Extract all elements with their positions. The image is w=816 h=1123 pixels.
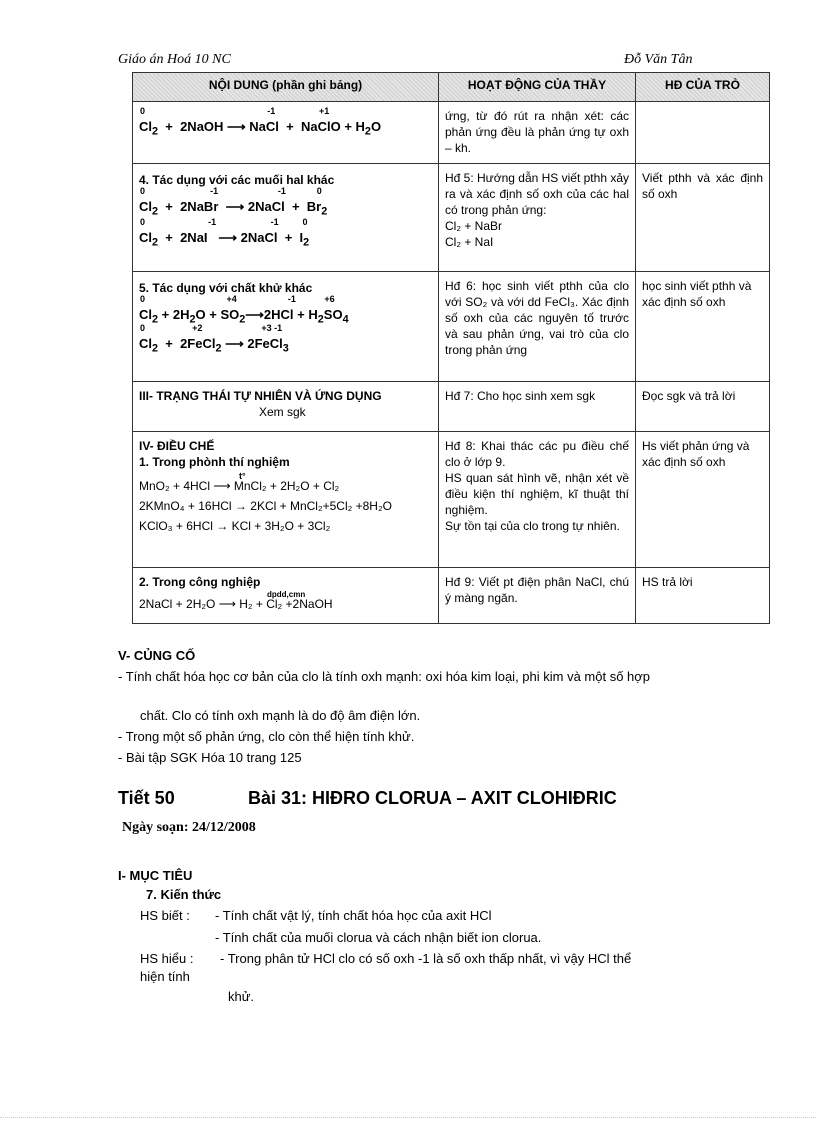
lesson-table (132, 72, 770, 624)
header-left: Giáo án Hoá 10 NC (118, 52, 231, 67)
hs-biet-line: - Tính chất vật lý, tính chất hóa học của axit HCl (215, 908, 492, 923)
equation-cl2-nabr: $Cl_2$ 0 + 2NaBr -1 ⟶ 2NaCl -1 + $Br_2$ 0 (139, 186, 328, 218)
equation-cl2-nai: $Cl_2$ 0 + 2NaI -1 ⟶ 2NaCl -1 + $I_2$ 0 (139, 216, 310, 249)
content-cell (133, 568, 439, 624)
content-cell (133, 432, 439, 568)
hs-hieu-line: khử. (228, 989, 255, 1004)
hs-hieu-line: - Trong phân tử HCl clo có số oxh -1 là số oxh thấp nhất, vì vậy HCl thể (220, 951, 632, 966)
hs-biet-label: HS biết : (140, 908, 190, 923)
section-title: 5. Tác dụng với chất khử khác (139, 281, 313, 295)
reaction-condition: dpdd,cmn (267, 590, 306, 599)
knowledge-subtitle: 7. Kiến thức (146, 887, 222, 902)
col-header-teacher: HOẠT ĐỘNG CỦA THẦY (439, 73, 636, 102)
page-bottom-rule (0, 1117, 816, 1118)
content-cell (133, 272, 439, 382)
table-row (133, 164, 770, 272)
teacher-cell (439, 164, 636, 272)
teacher-text: Hđ 8: Khai thác các pu điều chế clo ở lớp 9. (445, 439, 629, 469)
equation-cl2-so2: $Cl_2$ 0 + $2H_2O + SO_2$ +4 ⟶2HCl -1 + $H_2SO_4$ +6 (139, 294, 349, 326)
hs-biet-line: - Tính chất của muối clorua và cách nhận biết ion clorua. (215, 930, 542, 945)
teacher-cell (439, 432, 636, 568)
student-cell: học sinh viết pthh và xác định số oxh (636, 272, 770, 382)
equation-cl2-naoh: $Cl_2$ 0 + 2NaOH ⟶ NaCl -1 + NaClO +1 + $H_2O$ (139, 106, 382, 138)
col-header-student: HĐ CỦA TRÒ (636, 73, 770, 102)
cungco-title: V- CỦNG CỐ (118, 648, 196, 663)
teacher-text: HS quan sát hình vẽ, nhận xét về điều kiện thí nghiệm, kĩ thuật thí nghiệm. (445, 471, 629, 517)
teacher-text: Sự tồn tại của clo trong tự nhiên. (445, 519, 620, 533)
teacher-line: Cl₂ + NaBr (445, 219, 503, 233)
teacher-cell: ứng, từ đó rút ra nhận xét: các phản ứng đều là phản ứng tự oxh – kh. (439, 102, 636, 164)
header-right: Đỗ Văn Tân (624, 52, 693, 67)
lesson-number: Tiết 50 (118, 788, 175, 808)
table-row (133, 568, 770, 624)
cungco-line: chất. Clo có tính oxh mạnh là do độ âm điện lớn. (140, 708, 421, 723)
section-title: III- TRẠNG THÁI TỰ NHIÊN VÀ ỨNG DỤNG (139, 389, 382, 403)
table-row (133, 102, 770, 164)
cungco-line: - Tính chất hóa học cơ bản của clo là tính oxh mạnh: oxi hóa kim loại, phi kim và một số hợp (118, 669, 651, 684)
table-row (133, 382, 770, 432)
table-row (133, 432, 770, 568)
content-cell (133, 102, 439, 164)
equation-mno2: t° MnO₂ + 4HCl ⟶ MnCl₂ + 2H₂O + Cl₂ (139, 476, 432, 496)
lesson-date: Ngày soạn: 24/12/2008 (122, 820, 256, 835)
teacher-text: Hđ 5: Hướng dẫn HS viết pthh xảy ra và xác định số oxh của các hal có trong phản ứng: (445, 171, 629, 217)
student-cell: Đọc sgk và trả lời (636, 382, 770, 432)
equation-kmno4: 2KMnO₄ + 16HCl → 2KCl + MnCl₂+5Cl₂ +8H₂O (139, 499, 392, 513)
cungco-line: - Bài tập SGK Hóa 10 trang 125 (118, 750, 302, 765)
student-cell: Hs viết phản ứng và xác định số oxh (636, 432, 770, 568)
content-cell (133, 382, 439, 432)
table-row (133, 272, 770, 382)
hs-hieu-label: HS hiểu : (140, 951, 194, 966)
content-cell (133, 164, 439, 272)
section-title: 2. Trong công nghiệp (139, 575, 261, 589)
teacher-cell: Hđ 7: Cho học sinh xem sgk (439, 382, 636, 432)
lesson-title: Bài 31: HIĐRO CLORUA – AXIT CLOHIĐRIC (248, 788, 617, 808)
equation-cl2-fecl2: $Cl_2$ 0 + 2FeCl$_2$ +2 ⟶ 2FeCl$_3$ +3 -1 (139, 322, 289, 355)
teacher-line: Cl₂ + NaI (445, 235, 494, 249)
hs-hieu-line-wrap: hiện tính (140, 969, 190, 984)
equation-electrolysis: dpdd,cmn 2NaCl + 2H₂O ⟶ H₂ + Cl₂ +2NaOH (139, 594, 432, 614)
section-sub: Xem sgk (259, 405, 306, 419)
section-title: IV- ĐIỀU CHẾ (139, 439, 215, 453)
student-cell: HS trả lời (636, 568, 770, 624)
equation-kclo3: KClO₃ + 6HCl → KCl + 3H₂O + 3Cl₂ (139, 519, 331, 533)
teacher-cell: Hđ 9: Viết pt điện phân NaCl, chú ý màng ngăn. (439, 568, 636, 624)
section-subtitle: 1. Trong phònh thí nghiệm (139, 455, 290, 469)
cungco-line: - Trong một số phản ứng, clo còn thể hiện tính khử. (118, 729, 415, 744)
objectives-title: I- MỤC TIÊU (118, 868, 193, 883)
student-cell (636, 102, 770, 164)
col-header-content: NỘI DUNG (phần ghi bảng) (133, 73, 439, 102)
section-title: 4. Tác dụng với các muối hal khác (139, 173, 335, 187)
student-cell: Viết pthh và xác định số oxh (636, 164, 770, 272)
reaction-condition: t° (239, 471, 246, 481)
teacher-cell: Hđ 6: học sinh viết pthh của clo với SO₂ và với dd FeCl₃. Xác định số oxh của các nguyên tố trước và sau phản ứng, vai trò của clo trong phản ứng (439, 272, 636, 382)
table-header-row (133, 73, 770, 102)
